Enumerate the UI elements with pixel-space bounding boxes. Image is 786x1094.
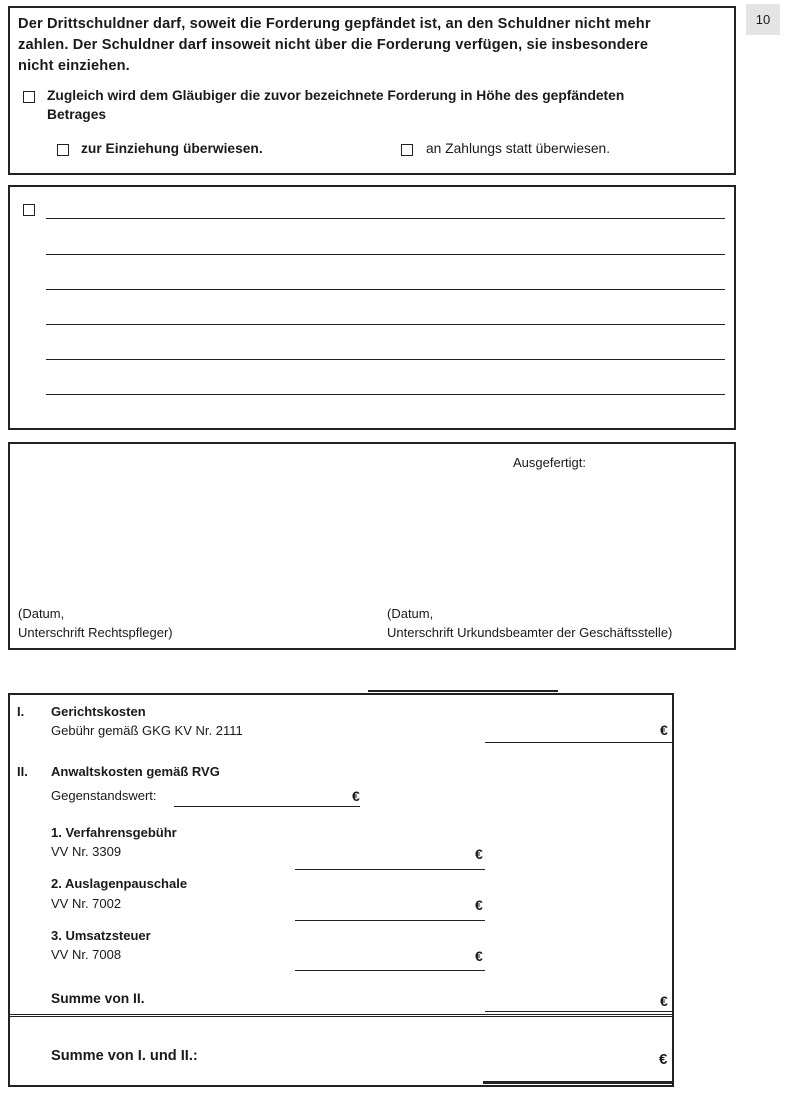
- freeform-line[interactable]: [46, 359, 725, 360]
- left-signature-line-2: Unterschrift Rechtspfleger): [18, 625, 173, 640]
- freeform-line[interactable]: [46, 218, 725, 219]
- fee-item-euro: €: [475, 948, 483, 964]
- total-euro: €: [659, 1051, 668, 1068]
- freeform-checkbox[interactable]: [23, 204, 35, 216]
- left-signature-line-1: (Datum,: [18, 606, 65, 621]
- court-fee-line[interactable]: [485, 742, 672, 743]
- value-euro: €: [352, 788, 360, 804]
- fee-item-title: 2. Auslagenpauschale: [51, 876, 188, 891]
- transfer-option-line-1: Zugleich wird dem Gläubiger die zuvor bezeichnete Forderung in Höhe des gepfändeten: [47, 88, 625, 103]
- fee-item-line[interactable]: [295, 869, 485, 870]
- value-line[interactable]: [174, 806, 360, 807]
- fee-item-title: 3. Umsatzsteuer: [51, 928, 151, 943]
- total-line[interactable]: [483, 1081, 673, 1084]
- lawyer-sum-line[interactable]: [485, 1011, 672, 1012]
- fee-item-line[interactable]: [295, 920, 485, 921]
- page-number: 10: [746, 4, 780, 35]
- collection-label: zur Einziehung überwiesen.: [81, 141, 263, 156]
- fee-item-title: 1. Verfahrensgebühr: [51, 825, 177, 840]
- freeform-line[interactable]: [46, 254, 725, 255]
- freeform-line[interactable]: [46, 394, 725, 395]
- signature-section: [8, 442, 736, 650]
- lawyer-title: Anwaltskosten gemäß RVG: [51, 764, 220, 779]
- court-numeral: I.: [17, 704, 25, 719]
- intro-line-3: nicht einziehen.: [18, 58, 130, 74]
- fee-item-euro: €: [475, 846, 483, 862]
- payment-checkbox[interactable]: [401, 144, 413, 156]
- collection-checkbox[interactable]: [57, 144, 69, 156]
- freeform-line[interactable]: [46, 289, 725, 290]
- fee-item-euro: €: [475, 897, 483, 913]
- fee-item-ref: VV Nr. 3309: [51, 844, 122, 859]
- fee-item-line[interactable]: [295, 970, 485, 971]
- intro-line-1: Der Drittschuldner darf, soweit die Forderung gepfändet ist, an den Schuldner nicht mehr: [18, 16, 651, 32]
- lawyer-sum-euro: €: [660, 993, 668, 1009]
- intro-line-2: zahlen. Der Schuldner darf insoweit nicht über die Forderung verfügen, sie insbesondere: [18, 37, 649, 53]
- payment-label: an Zahlungs statt überwiesen.: [426, 141, 611, 156]
- cost-top-mark: [368, 690, 558, 692]
- value-label: Gegenstandswert:: [51, 788, 157, 803]
- cost-divider: [8, 1014, 674, 1017]
- transfer-option-line-2: Betrages: [47, 107, 107, 122]
- fee-item-ref: VV Nr. 7002: [51, 896, 122, 911]
- total-label: Summe von I. und II.:: [51, 1048, 198, 1064]
- issued-label: Ausgefertigt:: [513, 455, 586, 470]
- transfer-checkbox[interactable]: [23, 91, 35, 103]
- lawyer-numeral: II.: [17, 764, 28, 779]
- court-title: Gerichtskosten: [51, 704, 146, 719]
- freeform-line[interactable]: [46, 324, 725, 325]
- right-signature-line-1: (Datum,: [387, 606, 434, 621]
- lawyer-sum-label: Summe von II.: [51, 991, 145, 1006]
- court-fee-label: Gebühr gemäß GKG KV Nr. 2111: [51, 723, 243, 738]
- fee-item-ref: VV Nr. 7008: [51, 947, 122, 962]
- right-signature-line-2: Unterschrift Urkundsbeamter der Geschäftsstelle): [387, 625, 673, 640]
- court-fee-euro: €: [660, 722, 668, 738]
